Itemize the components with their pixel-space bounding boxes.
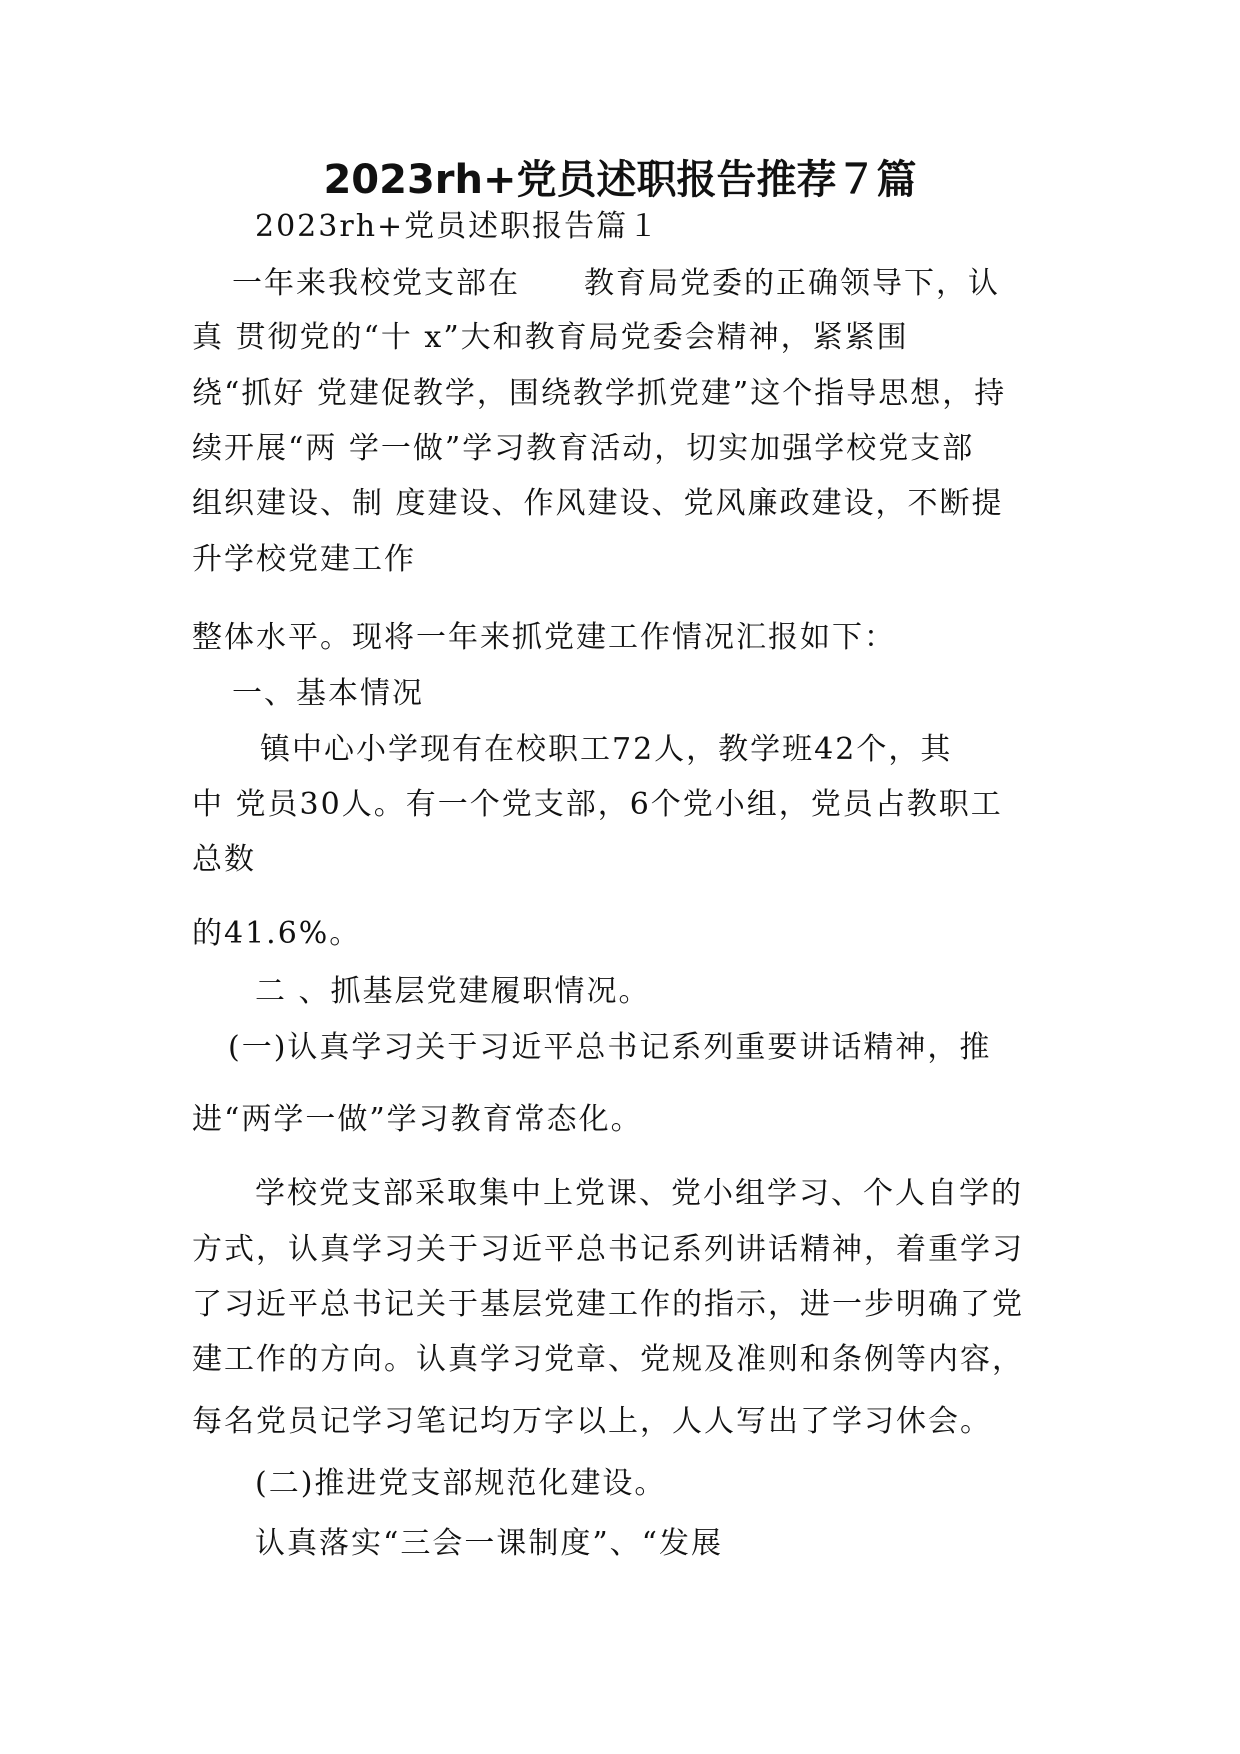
paragraph-line: 绕“抓好 党建促教学，围绕教学抓党建”这个指导思想，持 <box>192 376 1007 411</box>
paragraph-line: 方式，认真学习关于习近平总书记系列讲话精神，着重学习 <box>192 1232 1024 1267</box>
paragraph-line: 镇中心小学现有在校职工72人，教学班42个，其 <box>260 732 953 767</box>
paragraph-line: 认真落实“三会一课制度”、“发展 <box>255 1526 724 1561</box>
paragraph-line: 学校党支部采取集中上党课、党小组学习、个人自学的 <box>255 1176 1023 1211</box>
section-heading: 二 、抓基层党建履职情况。 <box>255 974 651 1009</box>
section-heading: 一、基本情况 <box>232 676 424 711</box>
paragraph-line: 中 党员30人。有一个党支部，6个党小组，党员占教职工 <box>192 787 1003 822</box>
paragraph-line: 了习近平总书记关于基层党建工作的指示，进一步明确了党 <box>192 1287 1024 1322</box>
subsection-heading: (二)推进党支部规范化建设。 <box>255 1466 667 1501</box>
paragraph-line: 每名党员记学习笔记均万字以上，人人写出了学习休会。 <box>192 1404 992 1439</box>
paragraph-line: 建工作的方向。认真学习党章、党规及准则和条例等内容， <box>192 1342 1024 1377</box>
section-heading: 2023rh+党员述职报告篇１ <box>255 209 661 244</box>
paragraph-line: 整体水平。现将一年来抓党建工作情况汇报如下： <box>192 620 896 655</box>
paragraph-line: 的41.6%。 <box>192 916 362 951</box>
paragraph-line: 组织建设、制 度建设、作风建设、党风廉政建设，不断提 <box>192 486 1004 521</box>
paragraph-line: 进“两学一做”学习教育常态化。 <box>192 1102 643 1137</box>
document-title: 2023rh+党员述职报告推荐７篇 <box>323 157 917 203</box>
paragraph-line: 总数 <box>192 842 256 877</box>
paragraph-line: 升学校党建工作 <box>192 542 416 577</box>
subsection-heading: (一)认真学习关于习近平总书记系列重要讲话精神，推 <box>228 1030 992 1065</box>
paragraph-line: 续开展“两 学一做”学习教育活动，切实加强学校党支部 <box>192 431 975 466</box>
paragraph-line: 一年来我校党支部在 教育局党委的正确领导下，认 <box>232 266 1000 301</box>
paragraph-line: 真 贯彻党的“十 x”大和教育局党委会精神，紧紧围 <box>192 320 909 355</box>
